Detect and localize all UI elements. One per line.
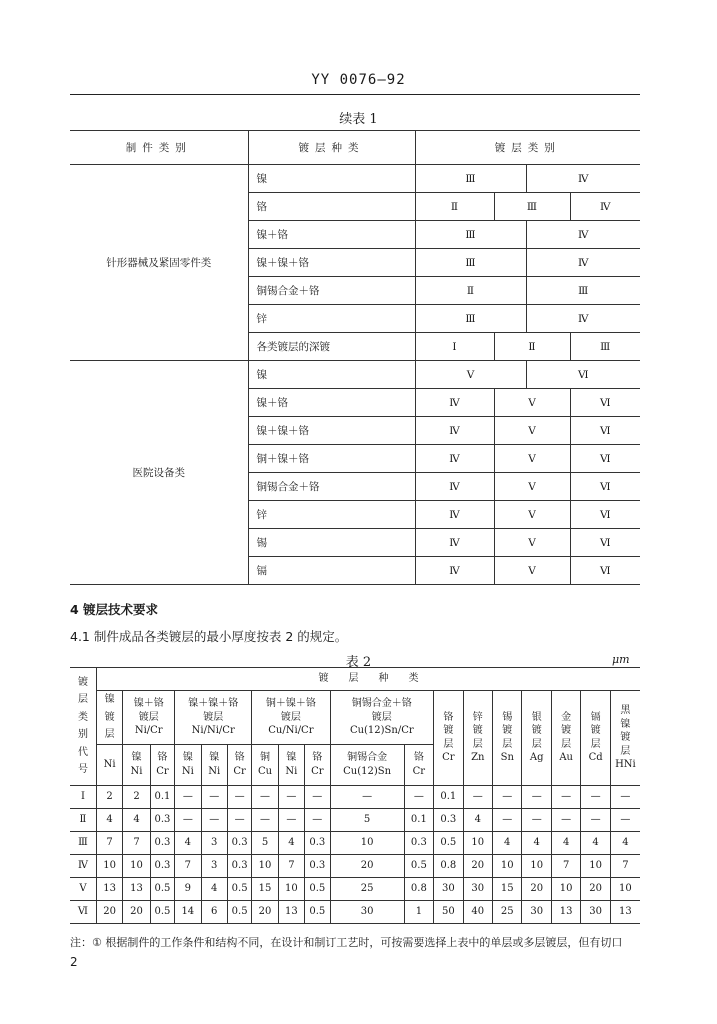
table2-single-head <box>493 691 522 786</box>
table2-part-name: 镍 <box>182 752 193 763</box>
table2-part-symbol: Cr <box>311 765 324 777</box>
table1-class-cell: Ⅳ <box>526 165 640 193</box>
table2-part <box>404 744 433 785</box>
table2-single-char: 锌 <box>472 711 483 723</box>
table2-corner-char: 类 <box>77 711 88 723</box>
table2-cell: 9 <box>175 877 201 900</box>
table2-single-char: 层 <box>620 745 631 757</box>
table1-class-cell: Ⅴ <box>494 501 570 529</box>
table2-group-header: 镀 层 种 类 <box>96 668 640 691</box>
table2-cell: 30 <box>581 900 610 923</box>
table2-single-head <box>522 691 551 786</box>
table2-cell: 0.1 <box>404 808 433 831</box>
table1-class-cell: Ⅳ <box>415 445 494 473</box>
table2-single-symbol: Au <box>559 752 573 764</box>
table2-cell: 4 <box>610 831 640 854</box>
table1-class-cell: Ⅴ <box>494 389 570 417</box>
table2-single-char: 镉 <box>590 711 601 723</box>
table2-cell: — <box>581 785 610 808</box>
table1-class-cell: Ⅴ <box>494 445 570 473</box>
table2-single-char: 层 <box>502 738 513 750</box>
table1-coating: 各类镀层的深镀 <box>248 333 415 361</box>
table2-cell: 10 <box>330 831 404 854</box>
table2-row <box>70 831 640 854</box>
section-4-title: 4 镀层技术要求 <box>70 602 159 617</box>
table1-class-cell: Ⅳ <box>415 529 494 557</box>
table2-part-name: 镍 <box>209 752 220 763</box>
table1-coating: 镍 <box>248 361 415 389</box>
table2-cell: 20 <box>581 877 610 900</box>
table2-part <box>252 744 278 785</box>
table2-cell: — <box>522 808 551 831</box>
table2-class-code: Ⅵ <box>70 900 96 923</box>
table2-cell: 3 <box>201 831 227 854</box>
table2-cell: 15 <box>493 877 522 900</box>
table2-cell: 10 <box>252 854 278 877</box>
table2-part-symbol: Ni <box>285 765 298 777</box>
table2-cell: 4 <box>551 831 580 854</box>
table1-class-cell: Ⅴ <box>494 529 570 557</box>
table2-single-char: 镀 <box>531 725 542 737</box>
table1-class-cell: Ⅲ <box>570 333 640 361</box>
table1-coating: 镍＋铬 <box>248 221 415 249</box>
table2-compound-title: 铜锡合金＋铬 <box>351 698 412 709</box>
table1-class-cell: Ⅲ <box>415 249 526 277</box>
table2-cell: 0.5 <box>305 900 330 923</box>
table2 <box>70 667 640 924</box>
table1-class-cell: Ⅳ <box>415 501 494 529</box>
table2-class-code: Ⅰ <box>70 785 96 808</box>
table2-single-char: 镀 <box>561 725 572 737</box>
table2-part-symbol: Ni <box>208 765 221 777</box>
table2-cell: 13 <box>551 900 580 923</box>
table2-cell: 0.8 <box>404 877 433 900</box>
table1-category: 医院设备类 <box>70 361 248 585</box>
table2-cell: 0.3 <box>150 831 174 854</box>
table2-cell: 25 <box>330 877 404 900</box>
table1-class-cell: Ⅳ <box>415 417 494 445</box>
table1-coating: 锡 <box>248 529 415 557</box>
table2-cell: 13 <box>278 900 304 923</box>
table2-part-name: 镍 <box>131 752 142 763</box>
table2-single-char: 层 <box>561 738 572 750</box>
table1-coating: 铜锡合金＋铬 <box>248 277 415 305</box>
table2-cell: 10 <box>493 854 522 877</box>
table2-cell: 0.5 <box>227 900 251 923</box>
table2-row <box>70 900 640 923</box>
table2-corner-char: 别 <box>77 729 88 741</box>
table2-cell: 20 <box>252 900 278 923</box>
table2-single-symbol: Cr <box>442 752 455 764</box>
table2-cell: 0.3 <box>150 808 174 831</box>
table2-class-code: Ⅳ <box>70 854 96 877</box>
table2-cell: 7 <box>175 854 201 877</box>
table2-single-head <box>551 691 580 786</box>
table2-cell: — <box>581 808 610 831</box>
table2-cell: 40 <box>463 900 492 923</box>
table2-single-head <box>610 691 640 786</box>
table2-single-head <box>581 691 610 786</box>
table2-cell: 20 <box>330 854 404 877</box>
table2-part-symbol: Ni <box>130 765 143 777</box>
table2-part-symbol: Ni <box>181 765 194 777</box>
table2-cell: — <box>305 785 330 808</box>
table1-row <box>70 361 640 389</box>
table2-single-symbol: Ag <box>529 752 544 764</box>
table1-class-cell: Ⅵ <box>570 501 640 529</box>
table2-single-head <box>434 691 463 786</box>
table2-single-char: 层 <box>531 738 542 750</box>
table2-cell: 1 <box>404 900 433 923</box>
table1-coating: 铬 <box>248 193 415 221</box>
table2-cell: 0.3 <box>404 831 433 854</box>
table1-category: 针形器械及紧固零件类 <box>70 165 248 361</box>
table1-class-cell: Ⅲ <box>526 277 640 305</box>
table1-class-cell: Ⅵ <box>526 361 640 389</box>
table2-part <box>201 744 227 785</box>
table2-compound-formula: Cu/Ni/Cr <box>268 725 314 736</box>
table2-compound-formula: Cu(12)Sn/Cr <box>349 725 414 736</box>
table2-single-char: 黑 <box>620 705 631 716</box>
table2-cell: — <box>463 785 492 808</box>
table1-class-cell: Ⅰ <box>415 333 494 361</box>
table1-class-cell: Ⅱ <box>494 333 570 361</box>
table2-cell: 50 <box>434 900 463 923</box>
table2-compound-head <box>175 691 252 745</box>
table2-cell: — <box>493 785 522 808</box>
table1-header-coating-class: 镀层类别 <box>415 131 640 165</box>
page-number: 2 <box>70 955 78 969</box>
table2-compound-head <box>252 691 330 745</box>
table2-cell: 0.3 <box>434 808 463 831</box>
table2-cell: 10 <box>96 854 122 877</box>
table2-compound-title: 镍＋铬 <box>133 698 164 709</box>
table2-compound-formula: Ni/Ni/Cr <box>191 725 235 736</box>
table1-coating: 镉 <box>248 557 415 585</box>
table2-single-symbol: HNi <box>615 759 636 770</box>
table2-cell: — <box>201 785 227 808</box>
table2-ni-head-char: 层 <box>104 729 115 740</box>
table2-cell: 20 <box>522 877 551 900</box>
table1-class-cell: Ⅱ <box>415 193 494 221</box>
table2-cell: 4 <box>123 808 150 831</box>
table2-part-name: 铜锡合金 <box>347 752 388 763</box>
table2-single-char: 层 <box>443 738 454 750</box>
table1-class-cell: Ⅲ <box>415 165 526 193</box>
table1-class-cell: Ⅳ <box>415 389 494 417</box>
table2-ni-symbol: Ni <box>96 744 122 785</box>
table2-part <box>227 744 251 785</box>
table2-cell: 2 <box>96 785 122 808</box>
table1-coating: 锌 <box>248 501 415 529</box>
table2-class-code: Ⅲ <box>70 831 96 854</box>
table2-single-char: 银 <box>531 711 542 723</box>
table2-single-char: 镀 <box>502 725 513 737</box>
table2-cell: 7 <box>96 831 122 854</box>
table2-cell: 4 <box>201 877 227 900</box>
table1-coating: 锌 <box>248 305 415 333</box>
table1 <box>70 130 640 585</box>
table2-single-symbol: Sn <box>500 752 514 764</box>
table2-single-symbol: Zn <box>471 752 485 764</box>
table2-cell: 7 <box>278 854 304 877</box>
standard-code-header: YY 0076—92 <box>311 72 406 88</box>
table2-single-char: 镍 <box>620 718 631 730</box>
table2-part <box>305 744 330 785</box>
table1-class-cell: Ⅲ <box>494 193 570 221</box>
table2-cell: 0.3 <box>227 854 251 877</box>
table2-cell: 15 <box>252 877 278 900</box>
table2-single-char: 层 <box>590 738 601 750</box>
table2-ni-head-char: 镍 <box>104 694 115 705</box>
table1-class-cell: Ⅳ <box>526 249 640 277</box>
table2-part-symbol: Cr <box>412 765 426 777</box>
table2-cell: 13 <box>610 900 640 923</box>
table1-class-cell: Ⅳ <box>415 557 494 585</box>
table2-part <box>330 744 404 785</box>
table2-cell: 4 <box>522 831 551 854</box>
table2-cell: — <box>278 785 304 808</box>
table2-cell: — <box>610 808 640 831</box>
table2-cell: 30 <box>434 877 463 900</box>
table2-corner <box>70 668 96 786</box>
table1-class-cell: Ⅵ <box>570 445 640 473</box>
table2-row <box>70 854 640 877</box>
table2-compound-title: 铜＋镍＋铬 <box>265 698 316 709</box>
table2-compound-sub: 镀层 <box>371 711 392 723</box>
table2-cell: — <box>252 785 278 808</box>
table1-caption: 续表 1 <box>339 112 378 127</box>
table2-cell: 7 <box>610 854 640 877</box>
table2-row <box>70 785 640 808</box>
table2-part-symbol: Cr <box>156 765 169 777</box>
table2-cell: 20 <box>463 854 492 877</box>
table2-cell: 0.3 <box>227 831 251 854</box>
table1-coating: 铜＋镍＋铬 <box>248 445 415 473</box>
table2-part <box>278 744 304 785</box>
table2-class-code: Ⅱ <box>70 808 96 831</box>
table1-class-cell: Ⅵ <box>570 529 640 557</box>
table2-part-name: 铬 <box>234 752 245 763</box>
table1-coating: 镍＋铬 <box>248 389 415 417</box>
table1-header-coating-kind: 镀层种类 <box>248 131 415 165</box>
table2-row <box>70 808 640 831</box>
table2-cell: 30 <box>463 877 492 900</box>
table1-class-cell: Ⅱ <box>415 277 526 305</box>
table2-part <box>150 744 174 785</box>
table2-cell: 10 <box>522 854 551 877</box>
table1-class-cell: Ⅳ <box>526 221 640 249</box>
table2-cell: 7 <box>551 854 580 877</box>
table1-coating: 镍＋镍＋铬 <box>248 249 415 277</box>
table2-single-head <box>463 691 492 786</box>
table2-cell: — <box>175 785 201 808</box>
table2-cell: 5 <box>252 831 278 854</box>
table2-cell: — <box>404 785 433 808</box>
table2-cell: — <box>330 785 404 808</box>
table2-cell: 0.5 <box>150 877 174 900</box>
table2-cell: 14 <box>175 900 201 923</box>
table1-class-cell: Ⅵ <box>570 473 640 501</box>
table2-caption: 表 2 <box>345 655 372 670</box>
table2-cell: 0.5 <box>305 877 330 900</box>
table2-cell: — <box>522 785 551 808</box>
table2-cell: 3 <box>201 854 227 877</box>
table2-cell: 0.1 <box>434 785 463 808</box>
table2-compound-head <box>330 691 434 745</box>
table2-single-char: 层 <box>472 738 483 750</box>
header-rule <box>70 94 640 95</box>
table2-cell: 0.5 <box>150 900 174 923</box>
table2-part-symbol: Cu(12)Sn <box>343 765 392 777</box>
table2-cell: 13 <box>96 877 122 900</box>
table2-single-char: 铬 <box>443 711 454 723</box>
table2-ni-head <box>96 691 122 745</box>
table2-cell: — <box>551 808 580 831</box>
table2-corner-char: 镀 <box>77 676 88 688</box>
table2-row <box>70 877 640 900</box>
table2-part-name: 铬 <box>157 752 168 763</box>
table2-cell: — <box>493 808 522 831</box>
table1-class-cell: Ⅴ <box>494 417 570 445</box>
table2-compound-sub: 镀层 <box>280 711 301 723</box>
table2-corner-char: 号 <box>77 764 88 776</box>
table2-single-char: 镀 <box>620 732 631 743</box>
table2-cell: 10 <box>123 854 150 877</box>
table2-corner-char: 层 <box>77 694 88 706</box>
table1-class-cell: Ⅴ <box>415 361 526 389</box>
table2-class-code: Ⅴ <box>70 877 96 900</box>
table2-note: 注：① 根据制件的工作条件和结构不同，在设计和制订工艺时，可按需要选择上表中的单层或多层镀层，但有切口 <box>70 936 623 949</box>
table2-part-name: 铬 <box>413 752 424 763</box>
table2-part-name: 铬 <box>312 752 323 763</box>
table2-cell: 4 <box>175 831 201 854</box>
table2-cell: — <box>252 808 278 831</box>
table2-ni-head-char: 镀 <box>104 711 115 723</box>
table2-cell: 20 <box>96 900 122 923</box>
table2-part-name: 镍 <box>286 752 297 763</box>
table2-part-symbol: Cr <box>233 765 246 777</box>
table1-coating: 镍＋镍＋铬 <box>248 417 415 445</box>
table2-cell: 10 <box>463 831 492 854</box>
table2-single-char: 锡 <box>502 711 513 723</box>
table2-cell: — <box>610 785 640 808</box>
table2-cell: 0.1 <box>150 785 174 808</box>
table2-unit: μm <box>612 653 630 666</box>
table2-cell: 13 <box>123 877 150 900</box>
table2-compound-sub: 镀层 <box>138 711 159 723</box>
table1-header-part-type: 制件类别 <box>70 131 248 165</box>
table2-single-char: 镀 <box>472 725 483 737</box>
table2-cell: 4 <box>278 831 304 854</box>
table1-class-cell: Ⅵ <box>570 557 640 585</box>
table2-cell: 0.5 <box>404 854 433 877</box>
table2-cell: — <box>175 808 201 831</box>
table2-part <box>123 744 150 785</box>
table2-part <box>175 744 201 785</box>
table2-cell: 6 <box>201 900 227 923</box>
table2-cell: 4 <box>581 831 610 854</box>
table2-cell: 0.5 <box>434 831 463 854</box>
table1-row <box>70 165 640 193</box>
table2-cell: 4 <box>493 831 522 854</box>
table2-cell: 4 <box>463 808 492 831</box>
table2-cell: 10 <box>551 877 580 900</box>
table2-cell: 0.8 <box>434 854 463 877</box>
table2-part-symbol: Cu <box>257 765 273 777</box>
table2-part-name: 铜 <box>260 752 270 763</box>
table2-cell: — <box>305 808 330 831</box>
table2-cell: 0.3 <box>305 831 330 854</box>
table2-compound-sub: 镀层 <box>203 711 224 723</box>
table2-cell: 10 <box>278 877 304 900</box>
table1-class-cell: Ⅳ <box>570 193 640 221</box>
table1-class-cell: Ⅵ <box>570 417 640 445</box>
table2-cell: — <box>551 785 580 808</box>
table1-class-cell: Ⅲ <box>415 221 526 249</box>
table1-class-cell: Ⅳ <box>526 305 640 333</box>
table1-class-cell: Ⅵ <box>570 389 640 417</box>
table2-cell: 30 <box>522 900 551 923</box>
table2-single-char: 镀 <box>590 725 601 737</box>
table2-cell: 20 <box>123 900 150 923</box>
table2-compound-formula: Ni/Cr <box>134 725 163 736</box>
table2-cell: — <box>278 808 304 831</box>
table2-cell: 0.3 <box>150 854 174 877</box>
table2-cell: 0.3 <box>305 854 330 877</box>
table2-cell: 4 <box>96 808 122 831</box>
table2-cell: 25 <box>493 900 522 923</box>
table2-cell: 30 <box>330 900 404 923</box>
table2-compound-title: 镍＋镍＋铬 <box>188 698 239 709</box>
table2-single-char: 镀 <box>443 725 454 737</box>
table1-class-cell: Ⅲ <box>415 305 526 333</box>
table1-class-cell: Ⅴ <box>494 473 570 501</box>
table2-cell: 7 <box>123 831 150 854</box>
table2-single-symbol: Cd <box>588 752 603 764</box>
table2-corner-char: 代 <box>77 746 88 758</box>
table2-single-char: 金 <box>561 711 572 723</box>
table1-class-cell: Ⅳ <box>415 473 494 501</box>
section-4-1-text: 4.1 制件成品各类镀层的最小厚度按表 2 的规定。 <box>70 629 348 644</box>
table2-cell: 10 <box>581 854 610 877</box>
table2-cell: — <box>227 808 251 831</box>
table2-cell: 0.5 <box>227 877 251 900</box>
table2-cell: 10 <box>610 877 640 900</box>
table2-cell: 5 <box>330 808 404 831</box>
table2-cell: 2 <box>123 785 150 808</box>
table2-cell: — <box>227 785 251 808</box>
table1-coating: 镍 <box>248 165 415 193</box>
table2-cell: — <box>201 808 227 831</box>
table2-compound-head <box>123 691 175 745</box>
table1-class-cell: Ⅴ <box>494 557 570 585</box>
table1-coating: 铜锡合金＋铬 <box>248 473 415 501</box>
